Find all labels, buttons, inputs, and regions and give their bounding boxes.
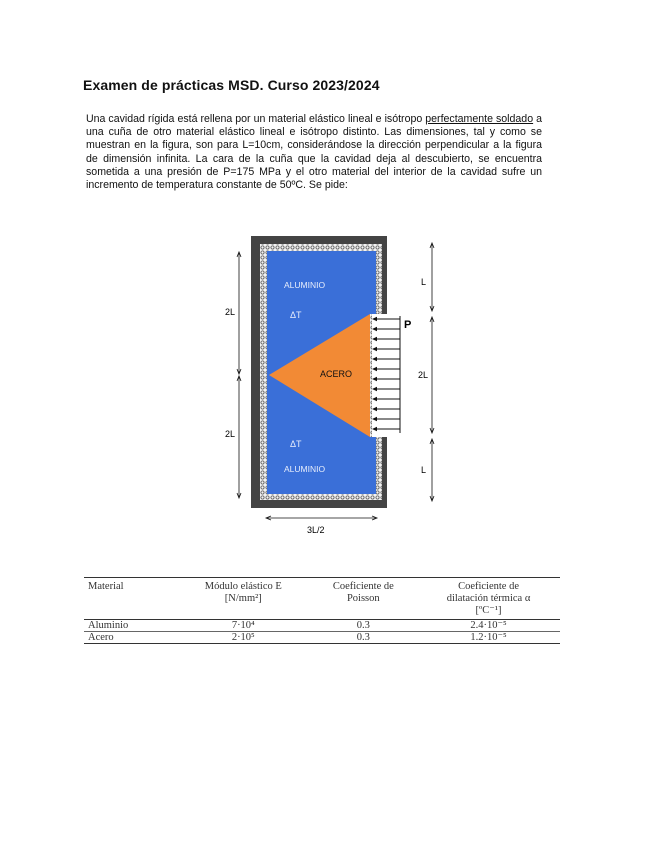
header-modulo: Módulo elástico E [N/mm²] <box>204 581 282 604</box>
delta-t-top-label: ΔT <box>290 310 302 320</box>
cell-modulo: 2·10⁵ <box>231 632 255 643</box>
left-dimensions <box>237 252 241 498</box>
material-properties-table <box>84 577 560 644</box>
dim-bottom: 3L/2 <box>307 525 325 535</box>
dim-right-top: L <box>421 277 427 287</box>
header-material: Material <box>88 581 124 592</box>
cell-material: Acero <box>88 632 114 643</box>
document-title: Examen de prácticas MSD. Curso 2023/2024 <box>83 77 380 93</box>
cell-material: Aluminio <box>88 620 129 631</box>
delta-t-bottom-label: ΔT <box>290 439 302 449</box>
table-row <box>84 620 560 632</box>
table-header-row <box>84 578 560 620</box>
cell-poisson: 0.3 <box>356 632 370 643</box>
cell-poisson: 0.3 <box>356 620 370 631</box>
header-dilatacion: Coeficiente de dilatación térmica α [ºC⁻¹] <box>446 581 531 616</box>
aluminio-bottom-label: ALUMINIO <box>284 464 326 474</box>
table-row <box>84 632 560 644</box>
cell-dilatacion: 2.4·10⁻⁵ <box>470 620 507 631</box>
acero-label: ACERO <box>320 369 353 379</box>
statement-part-1: Una cavidad rígida está rellena por un material elástico lineal e isótropo <box>86 113 426 125</box>
bottom-dimension <box>266 516 377 520</box>
dim-right-mid: 2L <box>418 370 429 380</box>
right-dimensions <box>430 243 434 501</box>
cell-modulo: 7·10⁴ <box>231 620 255 631</box>
pressure-label: P <box>404 319 412 331</box>
statement-part-2: a una cuña de otro material elástico lineal e isótropo distinto. Las dimensiones, tal y como se muestran en la figura, son para L=10cm, considerándose la dirección perpendicular a la figura de dimensión infinita. La cara de la cuña que la cavidad deja al descubierto, se encuentra sometida a una presión de P=175 MPa y el otro material del interior de la cavidad sufre un incremento de temperatura constante de 50ºC. Se pide: <box>86 113 542 192</box>
header-poisson: Coeficiente de Poisson <box>332 581 394 604</box>
dim-left-top: 2L <box>225 307 236 317</box>
dim-left-bottom: 2L <box>225 429 236 439</box>
statement-underlined: perfectamente soldado <box>425 113 534 125</box>
aluminio-top-label: ALUMINIO <box>284 280 326 290</box>
dim-right-bottom: L <box>421 465 427 475</box>
cell-dilatacion: 1.2·10⁻⁵ <box>470 632 507 643</box>
